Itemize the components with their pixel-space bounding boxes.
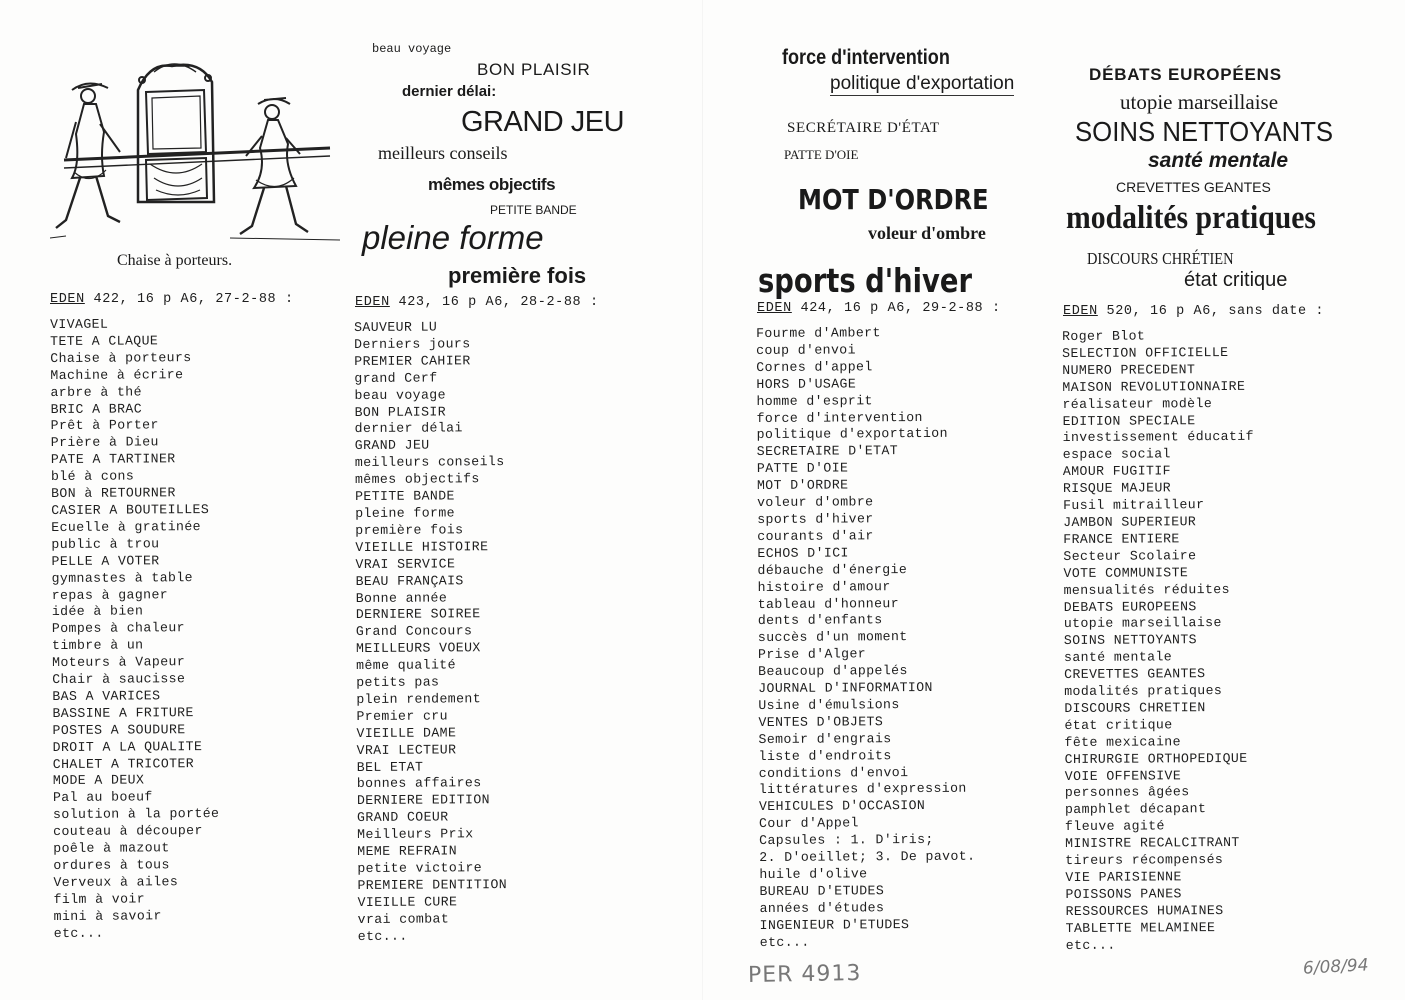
list-item: Bonne année — [355, 589, 448, 606]
list-item: Fourme d'Ambert — [756, 325, 881, 341]
list-item: santé mentale — [1063, 649, 1173, 666]
list-item: MEME REFRAIN — [357, 843, 458, 860]
list-item: BON à RETOURNER — [51, 485, 176, 502]
cutout-secretaire-etat: SECRÉTAIRE D'ÉTAT — [787, 120, 940, 136]
list-item: Moteurs à Vapeur — [52, 654, 186, 671]
list-item: PATTE D'OIE — [756, 460, 849, 477]
list-item: VRAI SERVICE — [355, 556, 456, 572]
list-item: film à voir — [53, 891, 146, 907]
list-item: SOINS NETTOYANTS — [1063, 632, 1197, 649]
list-item: DERNIERE EDITION — [356, 792, 491, 809]
list-item: BON PLAISIR — [354, 403, 447, 420]
list-item: petite victoire — [357, 860, 483, 876]
list-item: BEL ETAT — [356, 759, 424, 775]
list-item: vrai combat — [357, 911, 450, 927]
list-item: VENTES D'OBJETS — [758, 714, 884, 730]
list-item: RESSOURCES HUMAINES — [1065, 902, 1224, 919]
list-item: POSTES A SOUDURE — [52, 721, 186, 738]
title-list-422 — [50, 316, 220, 943]
list-item: investissement éducatif — [1062, 429, 1254, 446]
eden-label: EDEN — [1063, 304, 1098, 319]
list-item: courants d'air — [757, 528, 874, 544]
cutout-politique-exportation: politique d'exportation — [830, 73, 1015, 94]
list-item: Ecuelle à gratinée — [51, 518, 201, 535]
cutout-pleine-forme: pleine forme — [362, 219, 544, 256]
list-item: ECHOS D'ICI — [757, 545, 849, 561]
list-item: tableau d'honneur — [757, 595, 900, 612]
cutout-patte-oie: PATTE D'OIE — [784, 147, 859, 162]
cutout-petite-bande: PETITE BANDE — [490, 203, 577, 217]
list-item: Prêt à Porter — [50, 417, 159, 434]
list-item: modalités pratiques — [1064, 683, 1223, 700]
page-fold — [702, 0, 703, 1000]
handwritten-reference: PER 4913 — [747, 961, 862, 988]
list-item: DEBATS EUROPEENS — [1063, 598, 1197, 615]
list-item: JOURNAL D'INFORMATION — [758, 679, 933, 697]
title-list-424 — [756, 325, 976, 952]
cutout-sports-hiver: sports d'hiver — [758, 261, 972, 300]
list-item: blé à cons — [50, 468, 135, 485]
list-item: solution à la portée — [52, 806, 220, 823]
list-item: personnes âgées — [1064, 784, 1190, 801]
list-item: idée à bien — [51, 603, 144, 620]
list-item: Pompes à chaleur — [51, 620, 185, 637]
list-item: histoire d'amour — [757, 578, 891, 595]
list-item: voleur d'ombre — [757, 494, 874, 511]
list-item: VOTE COMMUNISTE — [1063, 564, 1189, 581]
list-item: TABLETTE MELAMINEE — [1065, 919, 1216, 936]
list-item: plein rendement — [356, 691, 482, 707]
list-item: utopie marseillaise — [1063, 615, 1222, 632]
title-list-423 — [354, 319, 507, 945]
list-item: meilleurs conseils — [354, 454, 505, 471]
list-item: MEILLEURS VOEUX — [355, 640, 481, 657]
cutout-bon-plaisir: BON PLAISIR — [477, 60, 591, 79]
cutout-meilleurs-conseils: meilleurs conseils — [378, 143, 508, 163]
list-item: Meilleurs Prix — [357, 826, 474, 843]
cutout-modalites-pratiques: modalités pratiques — [1066, 200, 1316, 236]
list-item: etc... — [357, 928, 408, 944]
list-item: VRAI LECTEUR — [356, 742, 457, 758]
list-item: mensualités réduites — [1063, 581, 1230, 598]
list-item: MODE A DEUX — [52, 772, 145, 789]
cutout-debats-europeens: DÉBATS EUROPÉENS — [1089, 65, 1282, 84]
list-item: BRIC A BRAC — [50, 400, 143, 417]
list-item: Pal au boeuf — [52, 789, 153, 806]
list-item: Verveux à ailes — [53, 874, 179, 890]
sedan-chair-illustration — [50, 52, 340, 280]
list-item: Chair à saucisse — [52, 671, 186, 688]
cutout-force-intervention: force d'intervention — [782, 46, 950, 69]
list-item: bonnes affaires — [356, 775, 482, 792]
list-item: PELLE A VOTER — [51, 553, 160, 569]
list-item: CHIRURGIE ORTHOPEDIQUE — [1064, 750, 1248, 767]
list-item: VOIE OFFENSIVE — [1064, 767, 1182, 784]
list-item: VEHICULES D'OCCASION — [758, 798, 926, 815]
issue-header-423 — [355, 295, 599, 310]
list-item: CREVETTES GEANTES — [1064, 666, 1206, 683]
list-item: AMOUR FUGITIF — [1062, 463, 1172, 480]
list-item: conditions d'envoi — [758, 764, 909, 781]
list-item: réalisateur modèle — [1062, 395, 1213, 412]
list-item: VIEILLE DAME — [356, 725, 457, 741]
cutout-premiere-fois: première fois — [448, 263, 587, 288]
list-item: huile d'olive — [759, 866, 868, 882]
issue-details: 520, 16 p A6, sans date : — [1106, 304, 1325, 319]
list-item: beau voyage — [354, 387, 446, 403]
list-item: SAUVEUR LU — [354, 319, 438, 335]
list-item: FRANCE ENTIERE — [1063, 531, 1180, 547]
list-item: années d'études — [759, 900, 885, 916]
list-item: 2. D'oeillet; 3. De pavot. — [759, 848, 976, 866]
list-item: Roger Blot — [1062, 328, 1146, 344]
list-item: BASSINE A FRITURE — [52, 704, 194, 721]
list-item: CHALET A TRICOTER — [52, 755, 195, 772]
list-item: Capsules : 1. D'iris; — [759, 832, 934, 849]
cutout-memes-objectifs: mêmes objectifs — [428, 175, 556, 194]
list-item: arbre à thé — [50, 384, 142, 400]
list-item: etc... — [1065, 937, 1116, 953]
list-item: RISQUE MAJEUR — [1062, 480, 1172, 497]
list-item: pleine forme — [355, 505, 455, 521]
list-item: fleuve agité — [1064, 818, 1165, 835]
list-item: VIEILLE HISTOIRE — [355, 538, 489, 555]
list-item: POISSONS PANES — [1065, 886, 1182, 902]
list-item: PATE A TARTINER — [50, 451, 176, 468]
list-item: espace social — [1062, 446, 1171, 463]
list-item: JAMBON SUPERIEUR — [1063, 514, 1197, 530]
list-item: tireurs récompensés — [1065, 852, 1224, 869]
list-item: VIE PARISIENNE — [1065, 869, 1182, 885]
list-item: Fusil mitrailleur — [1063, 497, 1205, 514]
list-item: ordures à tous — [53, 857, 170, 873]
list-item: etc... — [53, 925, 104, 941]
list-item: liste d'endroits — [758, 747, 892, 764]
list-item: grand Cerf — [354, 370, 438, 386]
list-item: Cour d'Appel — [758, 815, 859, 832]
list-item: état critique — [1064, 717, 1173, 733]
list-item: pamphlet décapant — [1064, 801, 1207, 818]
list-item: dents d'enfants — [757, 612, 883, 629]
list-item: SELECTION OFFICIELLE — [1062, 344, 1229, 361]
cutout-grand-jeu: GRAND JEU — [461, 106, 625, 138]
list-item: Prise d'Alger — [757, 646, 867, 663]
list-item: homme d'esprit — [756, 392, 873, 409]
cutout-etat-critique: état critique — [1184, 269, 1288, 291]
handwritten-date: 6/08/94 — [1302, 955, 1370, 979]
list-item: couteau à découper — [53, 823, 203, 840]
issue-header-424 — [757, 301, 1001, 316]
list-item: INGENIEUR D'ETUDES — [759, 916, 910, 933]
list-item: Secteur Scolaire — [1063, 547, 1197, 564]
list-item: CASIER A BOUTEILLES — [51, 502, 210, 518]
list-item: Prière à Dieu — [50, 434, 159, 451]
list-item: Premier cru — [356, 708, 448, 724]
eden-label: EDEN — [50, 292, 85, 307]
list-item: MINISTRE RECALCITRANT — [1065, 835, 1240, 852]
list-item: fête mexicaine — [1064, 734, 1181, 750]
cutout-beau-voyage: beau voyage — [372, 42, 452, 56]
list-item: Grand Concours — [355, 623, 473, 640]
cutout-discours-chretien: DISCOURS CHRÉTIEN — [1087, 249, 1234, 268]
list-item: poêle à mazout — [53, 840, 170, 857]
list-item: PREMIER CAHIER — [354, 353, 471, 369]
list-item: première fois — [355, 522, 464, 538]
list-item: MAISON REVOLUTIONNAIRE — [1062, 378, 1246, 395]
list-item: littératures d'expression — [758, 781, 967, 798]
list-item: Beaucoup d'appelés — [758, 663, 908, 680]
cutout-sante-mentale: santé mentale — [1148, 149, 1289, 172]
list-item: public à trou — [51, 536, 160, 552]
list-item: DISCOURS CHRETIEN — [1064, 700, 1206, 716]
list-item: dernier délai — [354, 420, 463, 437]
list-item: HORS D'USAGE — [756, 376, 857, 392]
list-item: Machine à écrire — [50, 366, 184, 383]
list-item: même qualité — [356, 657, 456, 674]
list-item: débauche d'énergie — [757, 561, 908, 578]
list-item: BAS A VARICES — [52, 688, 161, 704]
list-item: mini à savoir — [53, 908, 162, 924]
list-item: PREMIERE DENTITION — [357, 876, 508, 893]
list-item: etc... — [759, 934, 810, 950]
list-item: repas à gagner — [51, 586, 169, 603]
list-item: Cornes d'appel — [756, 359, 873, 375]
list-item: BEAU FRANÇAIS — [355, 572, 464, 589]
list-item: sports d'hiver — [757, 511, 874, 527]
list-item: EDITION SPECIALE — [1062, 412, 1196, 429]
cutout-voleur-ombre: voleur d'ombre — [868, 223, 986, 243]
list-item: GRAND JEU — [354, 437, 430, 454]
list-item: VIEILLE CURE — [357, 894, 458, 910]
illustration-caption: Chaise à porteurs. — [117, 252, 233, 269]
cutout-mot-ordre: MOT D'ORDRE — [798, 183, 989, 216]
list-item: VIVAGEL — [50, 316, 109, 332]
issue-details: 422, 16 p A6, 27-2-88 : — [93, 292, 294, 307]
cutout-crevettes-geantes: CREVETTES GEANTES — [1116, 179, 1271, 195]
list-item: Chaise à porteurs — [50, 349, 192, 366]
cutout-dernier-delai: dernier délai: — [402, 83, 497, 100]
list-item: force d'intervention — [756, 409, 923, 426]
list-item: succès d'un moment — [757, 629, 908, 646]
list-item: gymnastes à table — [51, 569, 193, 586]
list-item: PETITE BANDE — [355, 488, 455, 505]
list-item: DERNIERE SOIREE — [355, 606, 481, 623]
list-item: politique d'exportation — [756, 426, 948, 443]
list-item: BUREAU D'ETUDES — [759, 883, 885, 899]
list-item: DROIT A LA QUALITE — [52, 738, 203, 755]
eden-label: EDEN — [355, 295, 390, 310]
cutout-soins-nettoyants: SOINS NETTOYANTS — [1075, 116, 1334, 147]
eden-label: EDEN — [757, 301, 792, 316]
title-list-520 — [1062, 328, 1257, 955]
list-item: Semoir d'engrais — [758, 730, 892, 747]
list-item: mêmes objectifs — [354, 471, 480, 488]
issue-header-520 — [1063, 304, 1324, 319]
issue-header-422 — [50, 292, 294, 307]
list-item: NUMERO PRECEDENT — [1062, 361, 1196, 378]
list-item: GRAND COEUR — [356, 809, 449, 826]
list-item: timbre à un — [51, 637, 144, 654]
list-item: coup d'envoi — [756, 342, 856, 358]
issue-details: 423, 16 p A6, 28-2-88 : — [398, 295, 599, 310]
list-item: MOT D'ORDRE — [756, 477, 849, 494]
list-item: petits pas — [356, 674, 440, 691]
issue-details: 424, 16 p A6, 29-2-88 : — [800, 301, 1001, 316]
cutout-utopie-marseillaise: utopie marseillaise — [1120, 90, 1279, 114]
list-item: Derniers jours — [354, 336, 471, 352]
list-item: SECRETAIRE D'ETAT — [756, 443, 899, 460]
list-item: Usine d'émulsions — [758, 697, 900, 713]
list-item: TETE A CLAQUE — [50, 333, 159, 349]
